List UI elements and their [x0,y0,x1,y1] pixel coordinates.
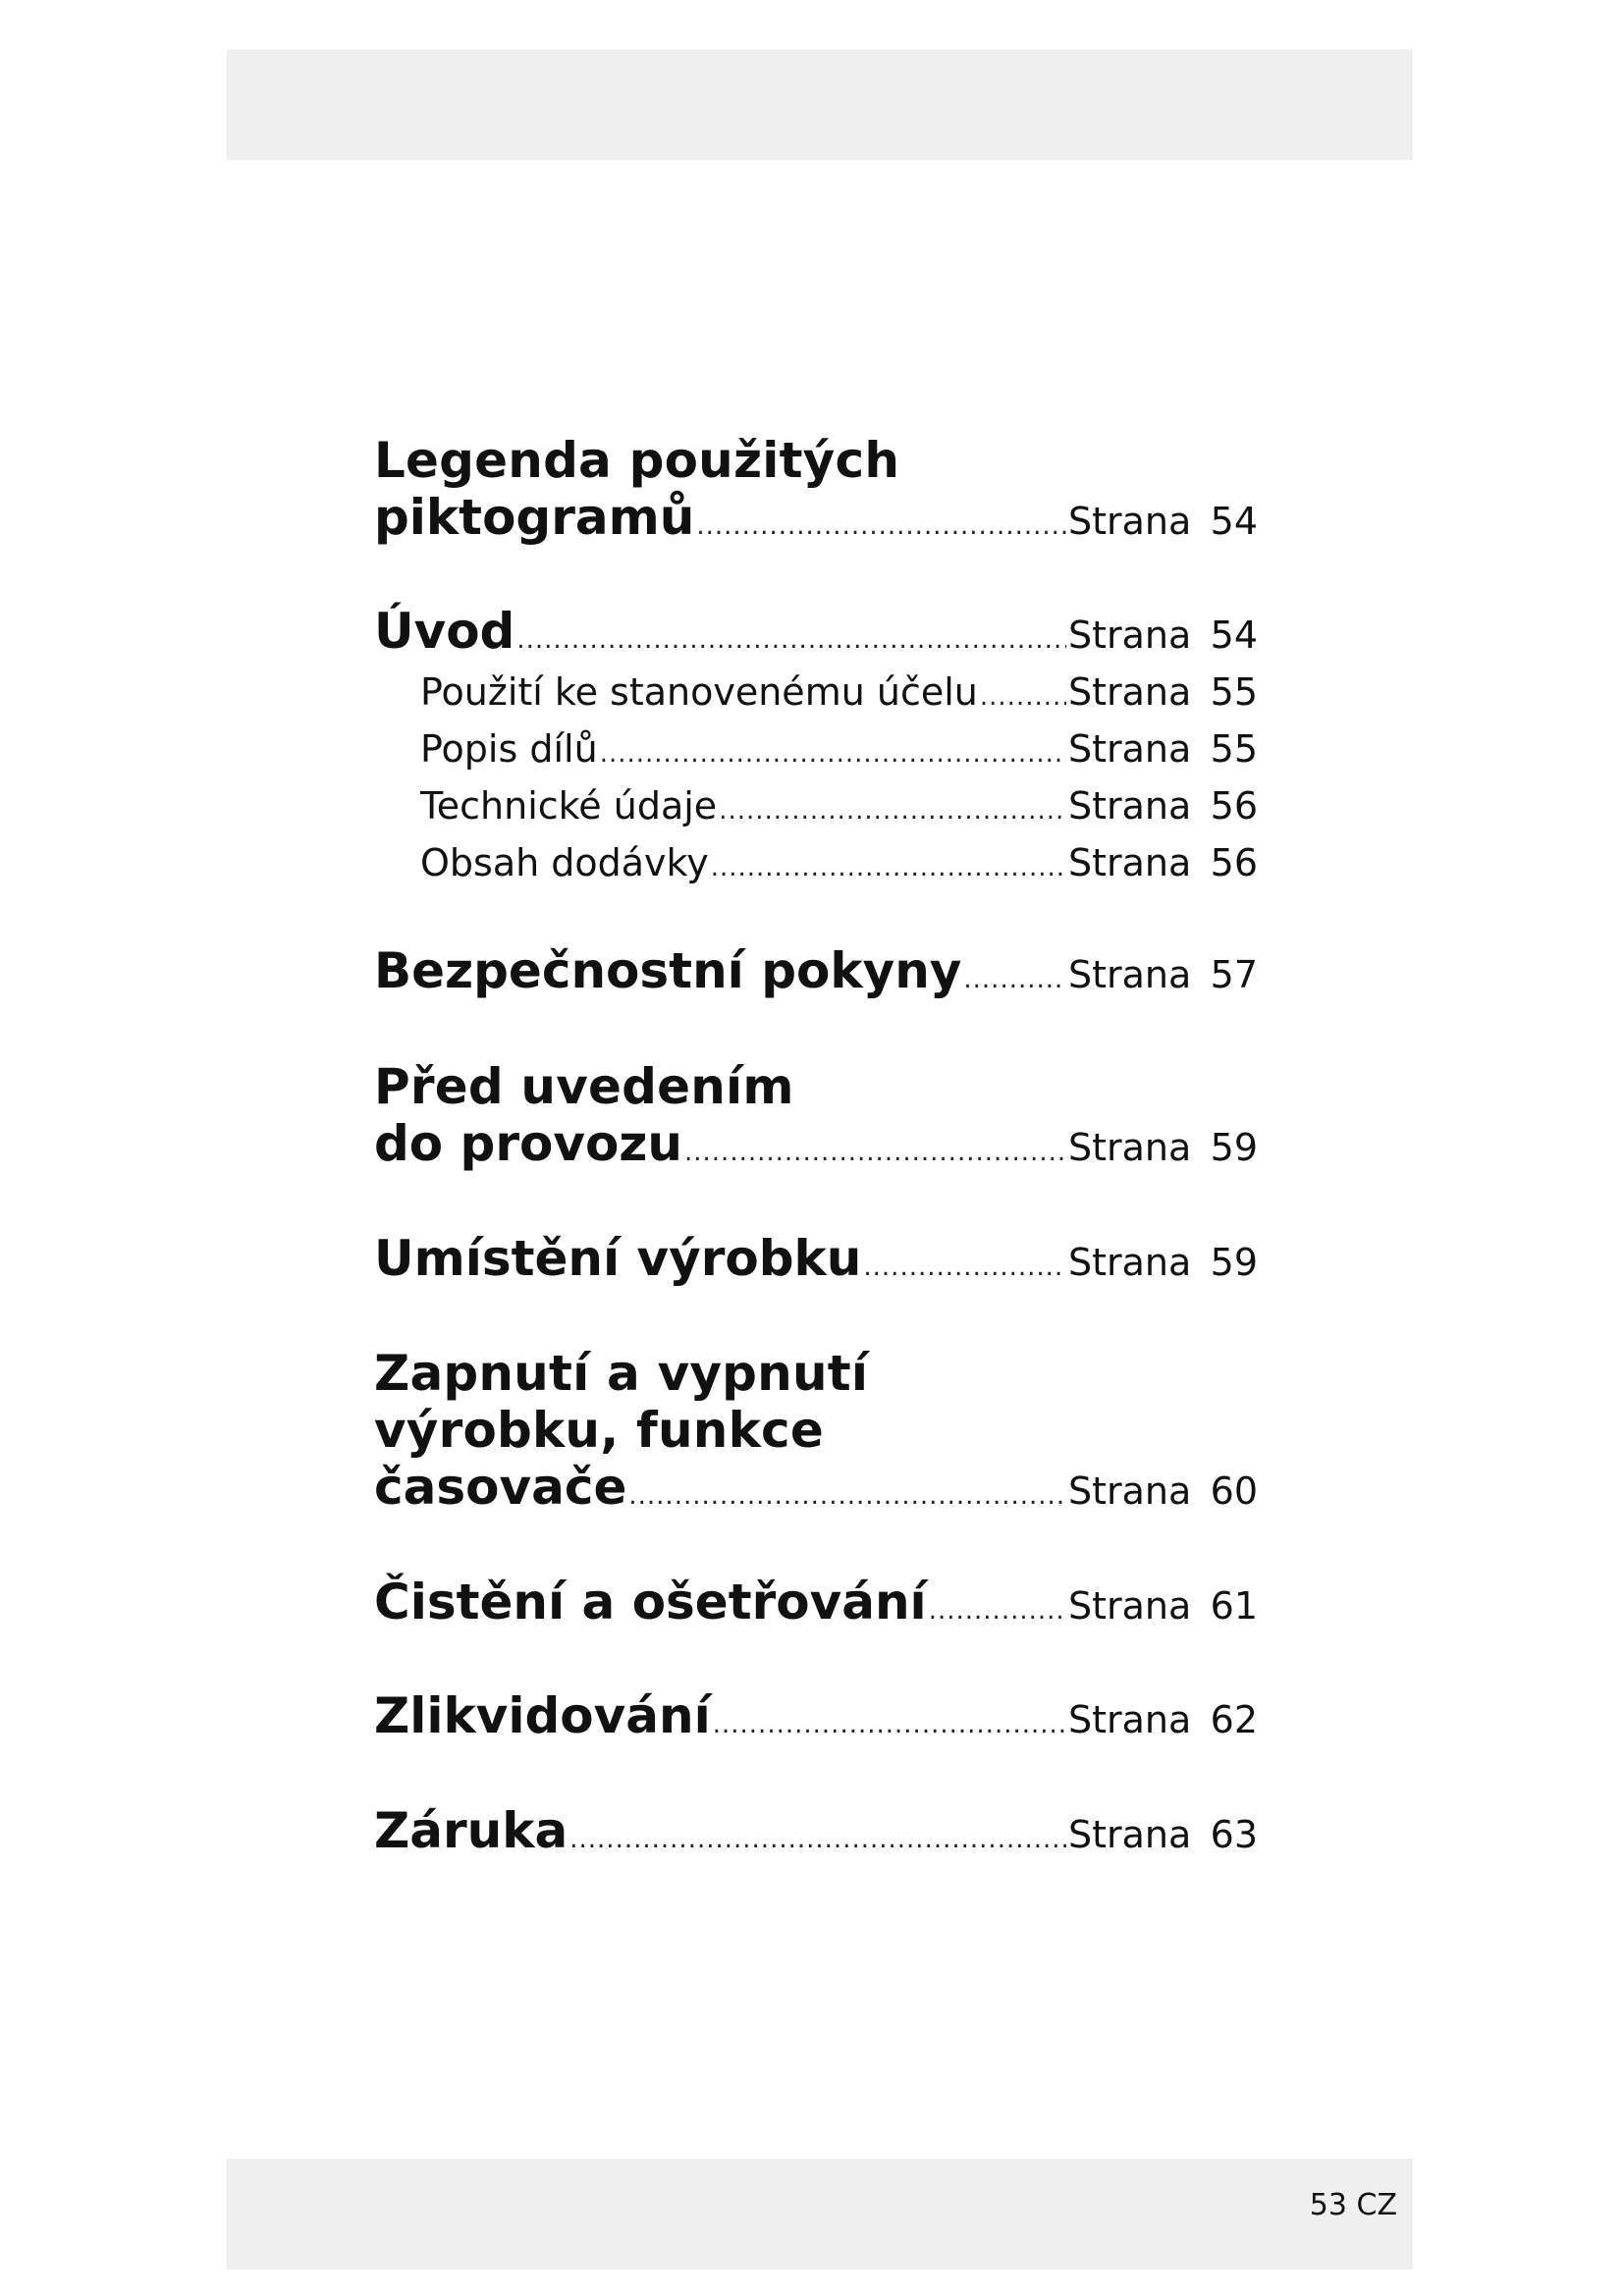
page-ref [1068,721,1258,777]
page-number: 60 [1210,1469,1258,1513]
toc-entry-title: Umístění výrobku [374,1230,862,1287]
page-ref [1068,1463,1258,1520]
toc-entry-last-line [374,1687,1258,1744]
dot-leader [684,1124,1066,1181]
page-ref [1068,777,1258,834]
toc-entry-title-line: výrobku, funkce [374,1402,824,1459]
toc-entry-title: Popis dílů [420,727,598,771]
page-number: 55 [1210,727,1258,771]
page-ref [1068,1806,1258,1863]
dot-leader [929,1582,1066,1639]
toc-entry-title-line: Zapnutí a vypnutí [374,1345,869,1402]
toc-subentry-intended-use[interactable] [374,664,1258,721]
page-number: 55 [1210,670,1258,714]
toc-entry-cleaning[interactable] [374,1574,1258,1630]
toc-entry-last-line [374,1574,1258,1630]
page-ref [1068,493,1258,550]
toc-entry-title: Čistění a ošetřování [374,1574,927,1630]
dot-leader [713,1696,1066,1753]
toc-entry-placement[interactable] [374,1230,1258,1287]
toc-entry-last-line [374,721,1258,777]
dot-leader [569,1811,1066,1868]
page-number: 54 [1210,500,1258,543]
page-ref-word: Strana [1068,614,1192,657]
page-number: 63 [1210,1813,1258,1856]
dot-leader [980,668,1066,725]
toc-entry-last-line [374,1802,1258,1859]
toc-entry-last-line [374,834,1258,891]
toc-entry-last-line [374,1115,1258,1172]
page-ref-word: Strana [1068,841,1192,884]
toc-entry-title: Záruka [374,1802,568,1859]
toc-entry-last-line [374,942,1258,999]
page-ref [1068,1577,1258,1634]
page-number: 59 [1210,1126,1258,1169]
page-ref-word: Strana [1068,953,1192,996]
toc-entry-title-line: Před uvedením [374,1058,794,1115]
toc-entry-title: do provozu [374,1115,682,1172]
toc-entry-title: Použití ke stanovenému účelu [420,670,978,714]
footer-band [227,2159,1413,2269]
page-ref [1068,1119,1258,1176]
toc-entry-introduction[interactable] [374,603,1258,660]
page-number: 57 [1210,953,1258,996]
toc-entry-warranty[interactable] [374,1802,1258,1859]
dot-leader [863,1239,1066,1296]
toc-entry-title-line: Legenda použitých [374,432,900,489]
toc-entry-last-line [374,1230,1258,1287]
toc-entry-title: Zlikvidování [374,1687,711,1744]
page-number: 56 [1210,784,1258,828]
page-ref [1068,946,1258,1003]
toc-entry-last-line [374,1459,1258,1516]
toc-entry-power-timer[interactable] [374,1345,1258,1516]
page-ref-word: Strana [1068,1584,1192,1628]
dot-leader [600,725,1066,782]
page-ref-word: Strana [1068,727,1192,771]
toc-entry-safety[interactable] [374,942,1258,999]
toc-entry-last-line [374,664,1258,721]
toc-entry-last-line [374,489,1258,546]
page-number: 61 [1210,1584,1258,1628]
toc-entry-before-use[interactable] [374,1058,1258,1172]
page-ref-word: Strana [1068,670,1192,714]
page-ref [1068,1234,1258,1291]
dot-leader [963,951,1066,1008]
page-ref-word: Strana [1068,1241,1192,1284]
toc-entry-title: časovače [374,1459,627,1516]
page-ref-word: Strana [1068,1126,1192,1169]
toc-entry-title: Bezpečnostní pokyny [374,942,962,999]
page-ref [1068,664,1258,721]
toc-entry-disposal[interactable] [374,1687,1258,1744]
page-ref-word: Strana [1068,1698,1192,1741]
page-ref-word: Strana [1068,500,1192,543]
toc-entry-title: Úvod [374,603,515,660]
toc-subentry-technical-data[interactable] [374,777,1258,834]
page-ref [1068,834,1258,891]
page-number: 54 [1210,614,1258,657]
page-number: 56 [1210,841,1258,884]
toc-entry-legend[interactable] [374,432,1258,546]
dot-leader [516,612,1066,668]
page-ref-word: Strana [1068,1813,1192,1856]
toc-subentry-package-contents[interactable] [374,834,1258,891]
page-ref [1068,1691,1258,1748]
toc-entry-last-line [374,777,1258,834]
page-ref-word: Strana [1068,784,1192,828]
page-number: 59 [1210,1241,1258,1284]
header-band [227,49,1413,160]
toc-entry-title: Obsah dodávky [420,841,709,884]
dot-leader [719,782,1066,839]
toc-entry-last-line [374,603,1258,660]
page-number: 62 [1210,1698,1258,1741]
toc-subentry-parts-description[interactable] [374,721,1258,777]
page-ref-word: Strana [1068,1469,1192,1513]
page-ref [1068,607,1258,664]
dot-leader [696,498,1066,555]
dot-leader [628,1468,1066,1524]
toc-entry-title: Technické údaje [420,784,718,828]
toc-entry-title: piktogramů [374,489,695,546]
page-number-label: 53 CZ [1309,2188,1397,2222]
dot-leader [711,839,1066,896]
